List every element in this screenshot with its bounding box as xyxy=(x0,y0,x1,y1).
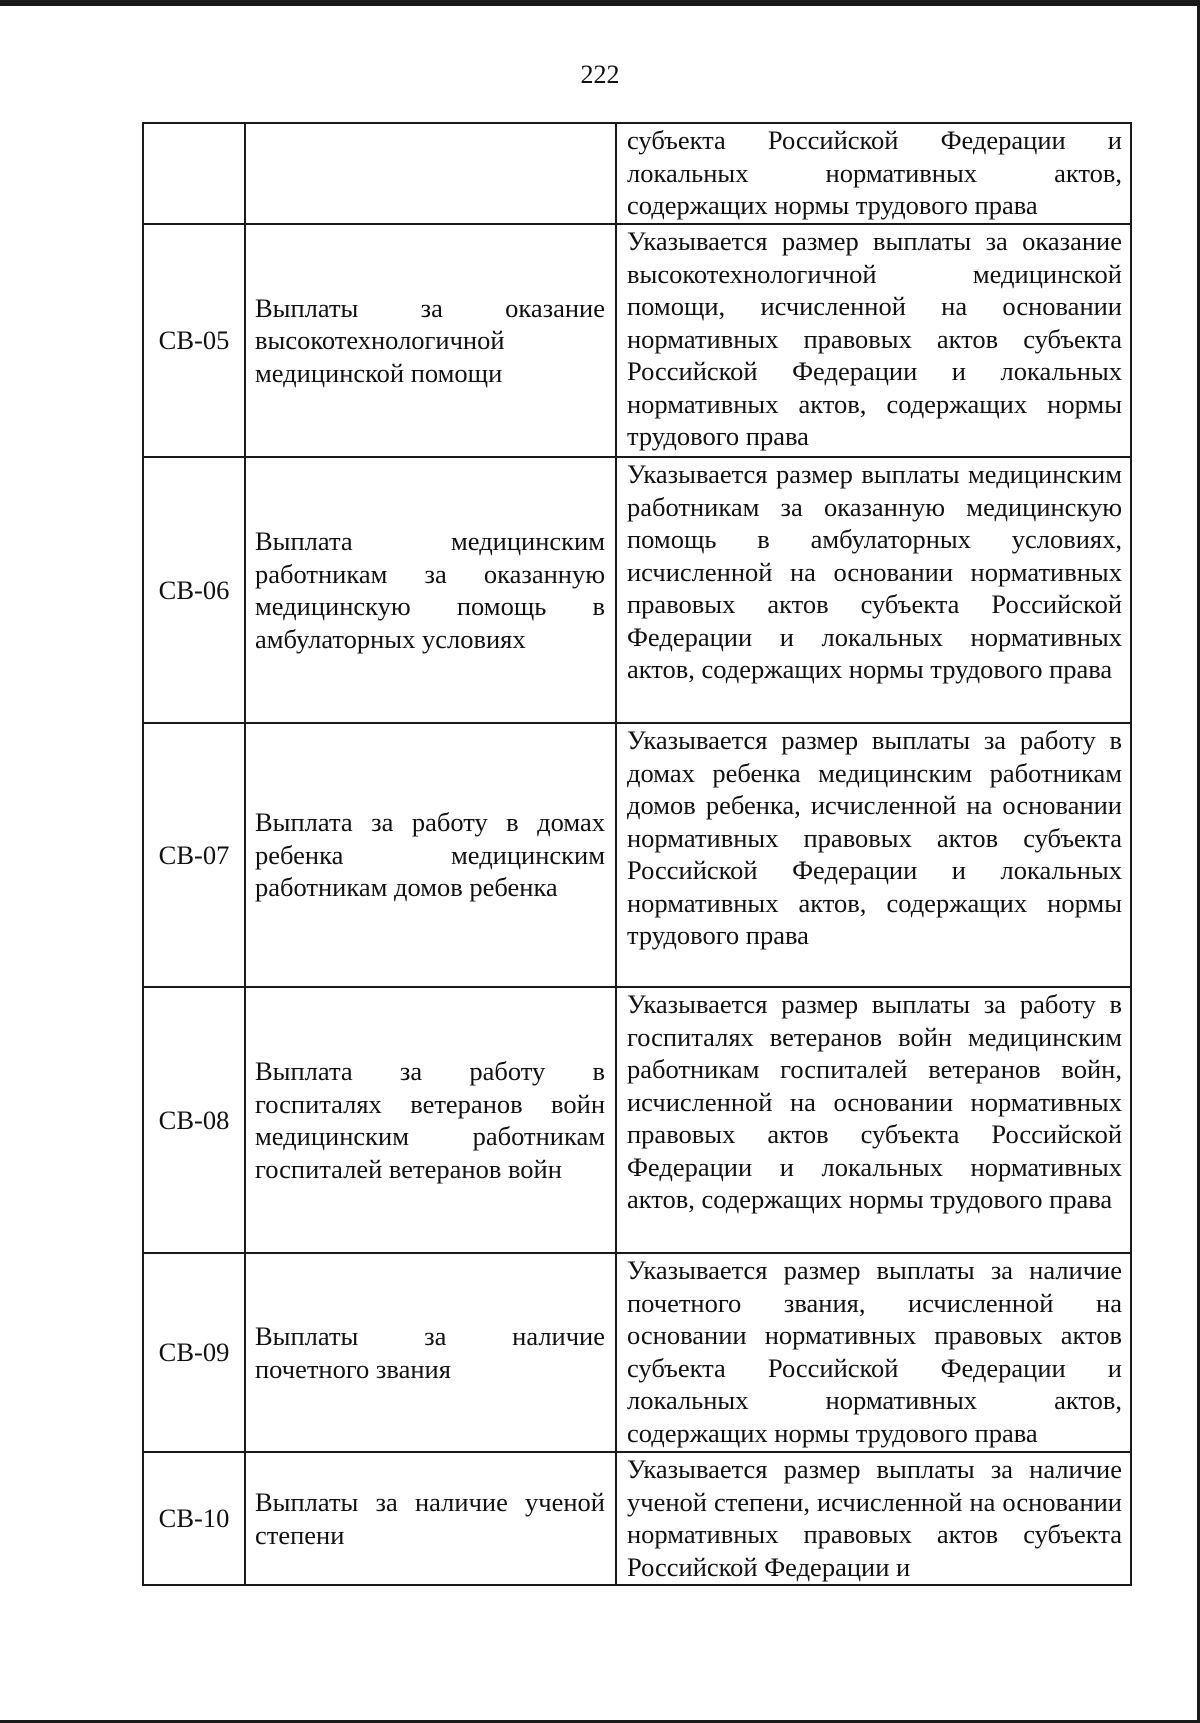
row-description xyxy=(616,987,1131,1253)
table-row xyxy=(143,224,1131,457)
table-row xyxy=(143,457,1131,723)
row-description-text: субъекта Российской Федерации и локальных нормативных актов, содержащих нормы трудового права xyxy=(627,125,1122,220)
row-description-text: Указывается размер выплаты за наличие ученой степени, исчисленной на основании нормативных правовых актов субъекта Российской Федерации и xyxy=(627,1454,1122,1582)
table-row xyxy=(143,123,1131,224)
row-code: СВ-07 xyxy=(143,723,245,987)
row-code: СВ-06 xyxy=(143,457,245,723)
row-name: Выплата медицинским работникам за оказанную медицинскую помощь в амбулаторных условиях xyxy=(245,457,616,723)
row-name: Выплата за работу в госпиталях ветеранов войн медицинским работникам госпиталей ветеранов войн xyxy=(245,987,616,1253)
table-row xyxy=(143,1253,1131,1452)
table-row xyxy=(143,987,1131,1253)
row-description xyxy=(616,123,1131,224)
row-description-text: Указывается размер выплаты за работу в домах ребенка медицинским работникам домов ребенка, исчисленной на основании нормативных правовых актов субъекта Российской Федерации и локальных нормативных актов, содержащих нормы трудового права xyxy=(627,725,1122,950)
row-description xyxy=(616,1452,1131,1585)
row-description xyxy=(616,457,1131,723)
row-description xyxy=(616,1253,1131,1452)
table-row xyxy=(143,1452,1131,1585)
row-name: Выплаты за наличие ученой степени xyxy=(245,1452,616,1585)
payments-table xyxy=(142,122,1132,1586)
row-description-text: Указывается размер выплаты за наличие почетного звания, исчисленной на основании нормативных правовых актов субъекта Российской Федерации и локальных нормативных актов, содержащих нормы трудового права xyxy=(627,1255,1122,1448)
row-description-text: Указывается размер выплаты медицинским работникам за оказанную медицинскую помощь в амбулаторных условиях, исчисленной на основании нормативных правовых актов субъекта Российской Федерации и локальных нормативных актов, содержащих нормы трудового права xyxy=(627,459,1122,684)
row-description xyxy=(616,723,1131,987)
row-code: СВ-10 xyxy=(143,1452,245,1585)
row-description xyxy=(616,224,1131,457)
page-number: 222 xyxy=(580,60,620,89)
row-code: СВ-05 xyxy=(143,224,245,457)
row-name: Выплата за работу в домах ребенка медицинским работникам домов ребенка xyxy=(245,723,616,987)
row-description-text: Указывается размер выплаты за оказание высокотехнологичной медицинской помощи, исчисленной на основании нормативных правовых актов субъекта Российской Федерации и локальных нормативных актов, содержащих нормы трудового права xyxy=(627,226,1122,451)
row-name: Выплаты за наличие почетного звания xyxy=(245,1253,616,1452)
row-code xyxy=(143,123,245,224)
table-row xyxy=(143,723,1131,987)
row-code: СВ-08 xyxy=(143,987,245,1253)
row-description-text: Указывается размер выплаты за работу в госпиталях ветеранов войн медицинским работникам госпиталей ветеранов войн, исчисленной на основании нормативных правовых актов субъекта Российской Федерации и локальных нормативных актов, содержащих нормы трудового права xyxy=(627,989,1122,1214)
row-code: СВ-09 xyxy=(143,1253,245,1452)
row-name xyxy=(245,123,616,224)
row-name: Выплаты за оказание высокотехнологичной медицинской помощи xyxy=(245,224,616,457)
